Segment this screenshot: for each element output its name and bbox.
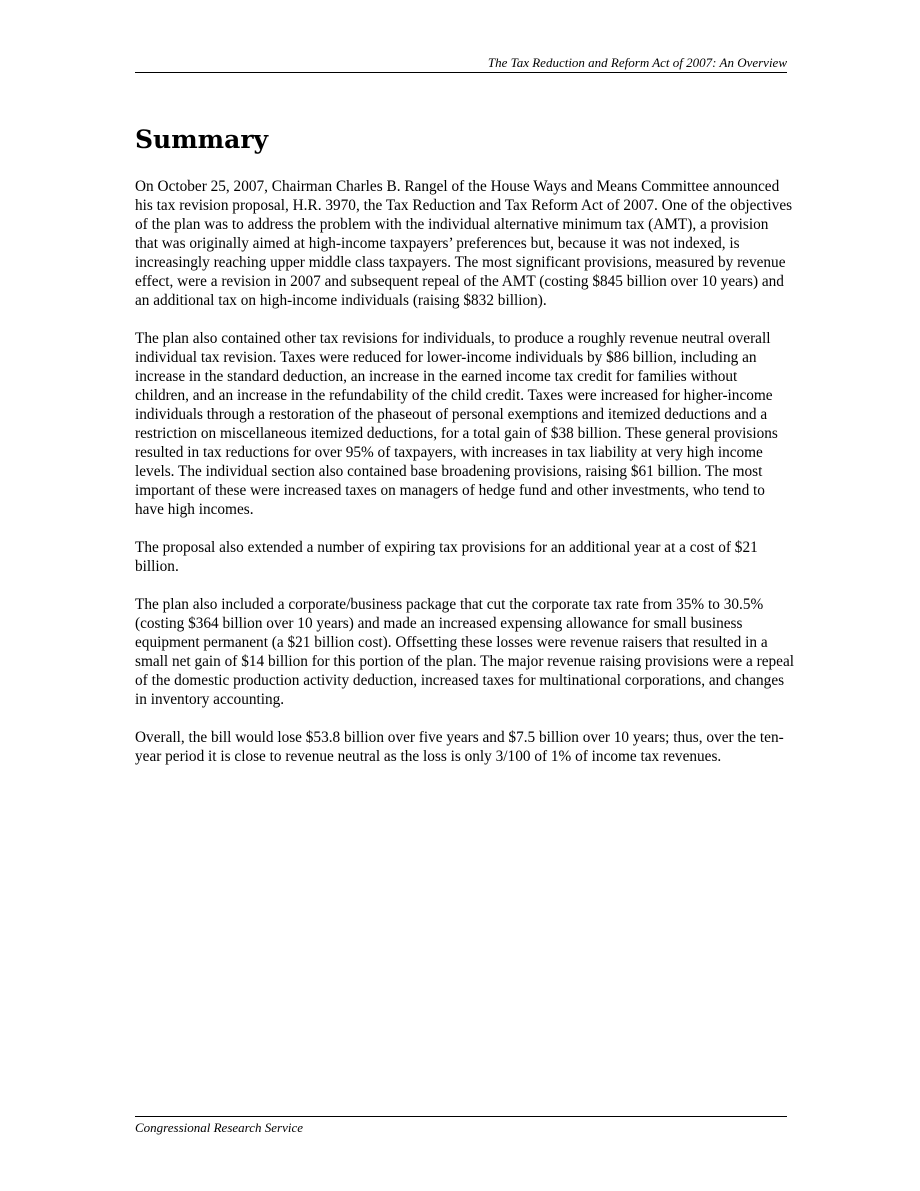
footer-rule: [135, 1116, 787, 1117]
paragraph-1: On October 25, 2007, Chairman Charles B. Rangel of the House Ways and Means Committee announced his tax revision proposal, H.R. 3970, the Tax Reduction and Tax Reform Act of 2007. One of the objectives of the plan was to address the problem with the individual alternative minimum tax (AMT), a provision that was originally aimed at high-income taxpayers’ preferences but, because it was not indexed, is increasingly reaching upper middle class taxpayers. The most significant provisions, measured by revenue effect, were a revision in 2007 and subsequent repeal of the AMT (costing $845 billion over 10 years) and an additional tax on high-income individuals (raising $832 billion).: [135, 178, 793, 309]
running-footer-source: Congressional Research Service: [135, 1120, 303, 1135]
paragraph-2: The plan also contained other tax revisions for individuals, to produce a roughly revenue neutral overall individual tax revision. Taxes were reduced for lower-income individuals by $86 billion, including an increase in the standard deduction, an increase in the earned income tax credit for families without children, and an increase in the refundability of the child credit. Taxes were increased for higher-income individuals through a restoration of the phaseout of personal exemptions and itemized deductions and a restriction on miscellaneous itemized deductions, for a total gain of $38 billion. These general provisions resulted in tax reductions for over 95% of taxpayers, with increases in tax liability at very high income levels. The individual section also contained base broadening provisions, raising $61 billion. The most important of these were increased taxes on managers of hedge fund and other investments, who tend to have high incomes.: [135, 330, 778, 518]
section-heading: Summary: [135, 125, 269, 154]
paragraph-3: The proposal also extended a number of expiring tax provisions for an additional year at a cost of $21 billion.: [135, 539, 758, 575]
running-header-title: The Tax Reduction and Reform Act of 2007: An Overview: [487, 55, 787, 70]
summary-body: [135, 177, 795, 785]
paragraph-4: The plan also included a corporate/business package that cut the corporate tax rate from 35% to 30.5% (costing $364 billion over 10 years) and made an increased expensing allowance for small business equipment permanent (a $21 billion cost). Offsetting these losses were revenue raisers that resulted in a small net gain of $14 billion for this portion of the plan. The major revenue raising provisions were a repeal of the domestic production activity deduction, increased taxes for multinational corporations, and changes in inventory accounting.: [135, 596, 795, 708]
paragraph-5: Overall, the bill would lose $53.8 billion over five years and $7.5 billion over 10 years; thus, over the ten-year period it is close to revenue neutral as the loss is only 3/100 of 1% of income tax revenues.: [135, 729, 784, 765]
header-rule: [135, 72, 787, 73]
